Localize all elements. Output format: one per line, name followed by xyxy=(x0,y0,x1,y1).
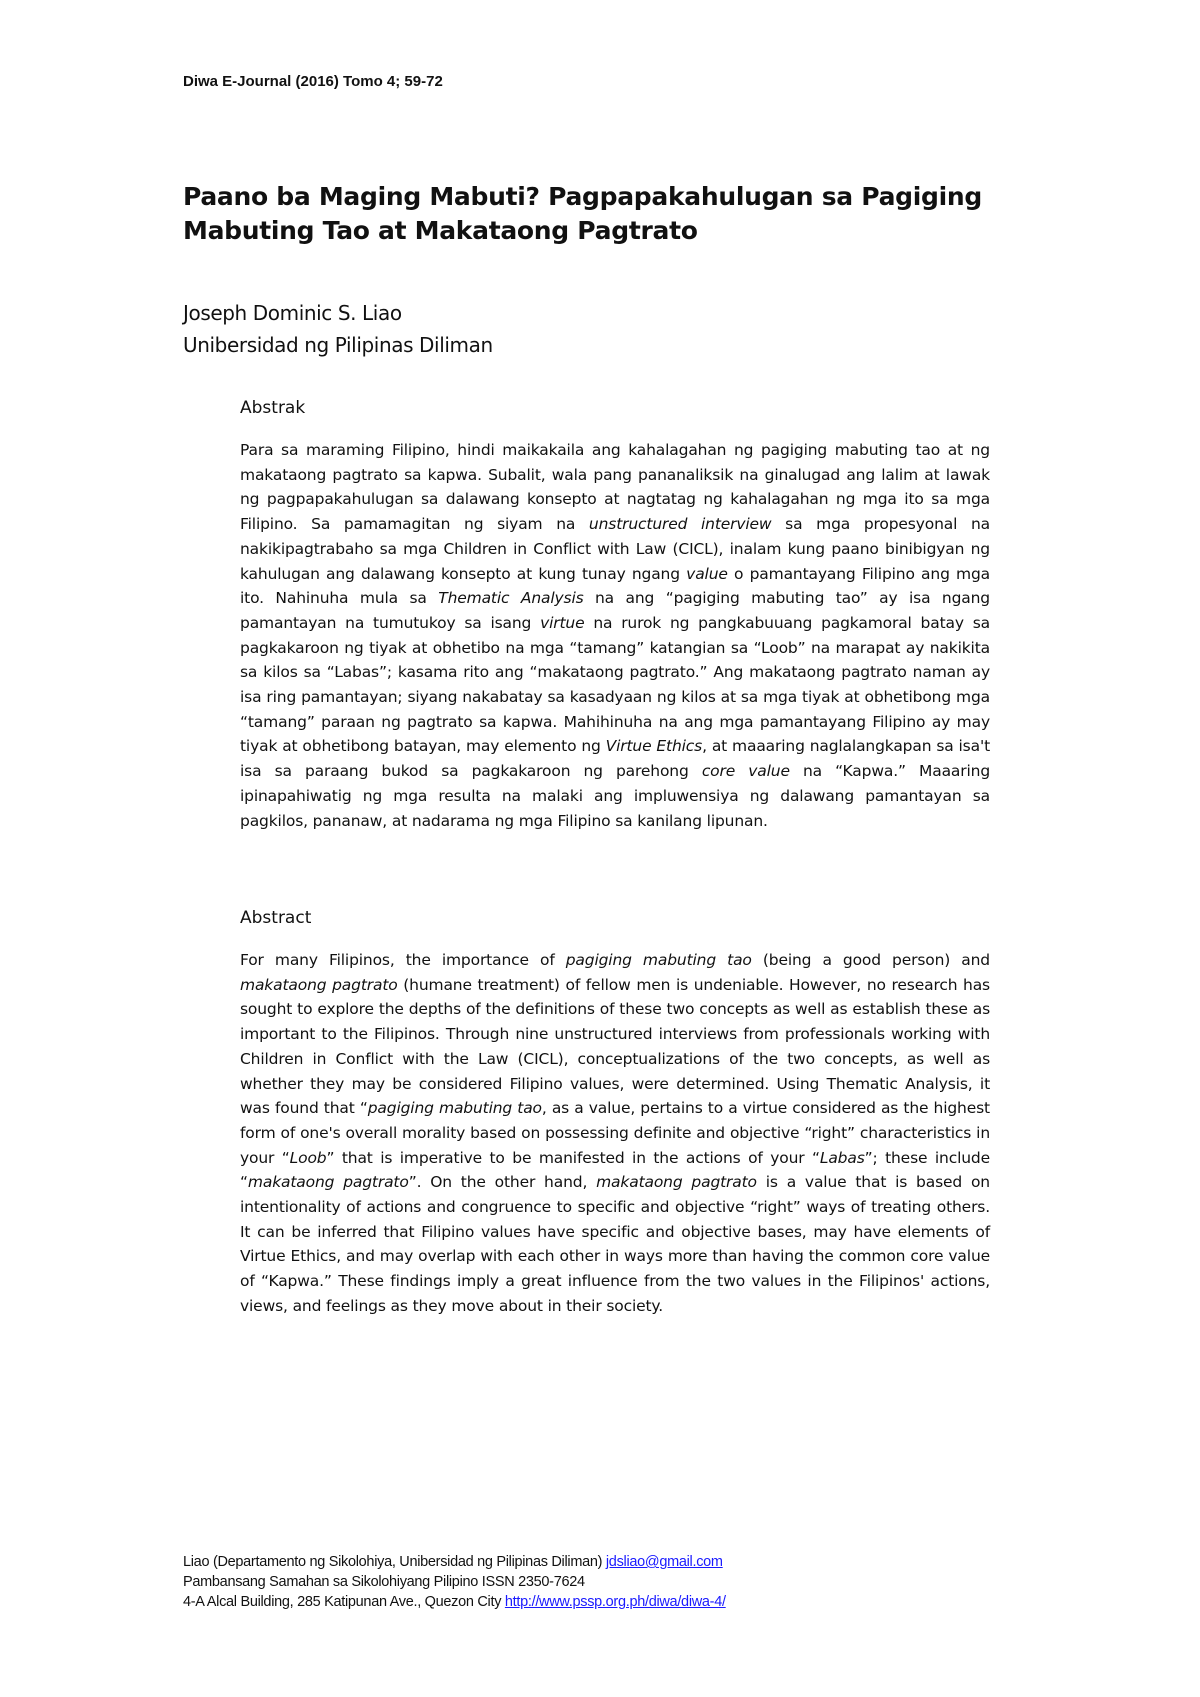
abstrak-section xyxy=(240,398,990,833)
abstrak-heading: Abstrak xyxy=(240,398,306,418)
abstract-body: For many Filipinos, the importance of pagiging mabuting tao (being a good person) and makataong pagtrato (humane treatment) of fellow men is undeniable. However, no research has sought to explore the depths of the definitions of these two concepts as well as establish these as important to the Filipinos. Through nine unstructured interviews from professionals working with Children in Conflict with the Law (CICL), conceptualizations of the two concepts, as well as whether they may be considered Filipino values, were determined. Using Thematic Analysis, it was found that “pagiging mabuting tao, as a value, pertains to a virtue considered as the highest form of one's overall morality based on possessing definite and objective “right” characteristics in your “Loob” that is imperative to be manifested in the actions of your “Labas”; these include “makataong pagtrato”. On the other hand, makataong pagtrato is a value that is based on intentionality of actions and congruence to specific and objective “right” ways of treating others. It can be inferred that Filipino values have specific and objective bases, may have elements of Virtue Ethics, and may overlap with each other in ways more than having the common core value of “Kapwa.” These findings imply a great influence from the two values in the Filipinos' actions, views, and feelings as they move about in their society. xyxy=(240,951,990,1315)
footer-address-line: 4-A Alcal Building, 285 Katipunan Ave., Quezon City http://www.pssp.org.ph/diwa/diwa-4/ xyxy=(183,1594,726,1610)
paper-title: Paano ba Maging Mabuti? Pagpapakahulugan sa Pagiging Mabuting Tao at Makataong Pagtrato xyxy=(183,182,982,245)
author-name: Joseph Dominic S. Liao xyxy=(183,301,402,325)
journal-reference: Diwa E-Journal (2016) Tomo 4; 59-72 xyxy=(183,73,443,90)
abstract-heading: Abstract xyxy=(240,908,312,928)
journal-url-link[interactable]: http://www.pssp.org.ph/diwa/diwa-4/ xyxy=(504,1594,726,1610)
author-email-link[interactable]: jdsliao@gmail.com xyxy=(605,1554,723,1570)
author-affiliation: Unibersidad ng Pilipinas Diliman xyxy=(183,333,493,357)
abstrak-body: Para sa maraming Filipino, hindi maikakaila ang kahalagahan ng pagiging mabuting tao at ng makataong pagtrato sa kapwa. Subalit, wala pang pananaliksik na ginalugad ang lalim at lawak ng pagpapakahulugan sa dalawang konsepto at nagtatag ng kahalagahan ng mga ito sa mga Filipino. Sa pamamagitan ng siyam na unstructured interview sa mga propesyonal na nakikipagtrabaho sa mga Children in Conflict with Law (CICL), inalam kung paano binibigyan ng kahulugan ang dalawang konsepto at kung tunay ngang value o pamantayang Filipino ang mga ito. Nahinuha mula sa Thematic Analysis na ang “pagiging mabuting tao” ay isa ngang pamantayan na tumutukoy sa isang virtue na rurok ng pangkabuuang pagkamoral batay sa pagkakaroon ng tiyak at obhetibo na mga “tamang” katangian sa “Loob” na marapat ay nakikita sa kilos sa “Labas”; kasama rito ang “makataong pagtrato.” Ang makataong pagtrato naman ay isa ring pamantayan; siyang nakabatay sa kasadyaan ng kilos at sa mga tiyak at obhetibong mga “tamang” paraan ng pagtrato sa kapwa. Mahihinuha na ang mga pamantayang Filipino ay may tiyak at obhetibong batayan, may elemento ng Virtue Ethics, at maaaring naglalangkapan sa isa't isa sa paraang bukod sa pagkakaroon ng parehong core value na “Kapwa.” Maaaring ipinapahiwatig ng mga resulta na malaki ang impluwensiya ng dalawang pamantayan sa pagkilos, pananaw, at nadarama ng mga Filipino sa kanilang lipunan. xyxy=(240,441,991,830)
footer-issn-line: Pambansang Samahan sa Sikolohiyang Pilipino ISSN 2350-7624 xyxy=(183,1574,585,1590)
abstract-section xyxy=(240,908,990,1319)
footer-affiliation-line: Liao (Departamento ng Sikolohiya, Unibersidad ng Pilipinas Diliman) jdsliao@gmail.com xyxy=(183,1554,723,1570)
author-block xyxy=(183,297,493,361)
footer xyxy=(183,1552,726,1612)
